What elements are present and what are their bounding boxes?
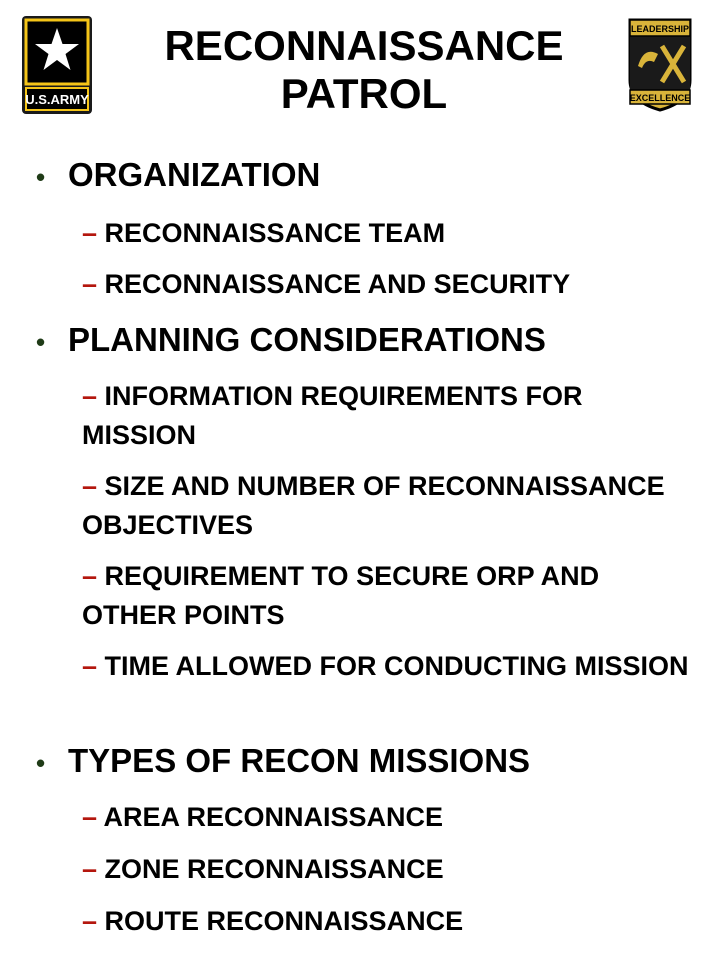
dash-icon: – [82, 218, 98, 248]
dash-icon: – [82, 381, 98, 411]
list-item [82, 798, 692, 837]
list-item-text: SIZE AND NUMBER OF RECONNAISSANCE OBJECTIVES [82, 471, 665, 540]
list-item [82, 214, 692, 253]
bullet-icon: • [36, 327, 46, 357]
list-item-text: RECONNAISSANCE AND SECURITY [104, 269, 571, 299]
list-item-text: ROUTE RECONNAISSANCE [104, 906, 464, 936]
section-heading [36, 742, 530, 782]
dash-icon: – [82, 651, 98, 681]
dash-icon: – [82, 802, 98, 832]
list-item [82, 377, 692, 455]
list-item [82, 467, 692, 545]
list-item [82, 647, 692, 686]
bullet-icon: • [36, 162, 46, 192]
dash-icon: – [82, 269, 98, 299]
section-heading-text: ORGANIZATION [68, 156, 321, 193]
section-heading-text: PLANNING CONSIDERATIONS [68, 321, 546, 358]
dash-icon: – [82, 854, 98, 884]
shield-text-bottom: EXCELLENCE [629, 93, 691, 103]
section-heading [36, 321, 546, 361]
list-item-text: REQUIREMENT TO SECURE ORP AND OTHER POINTS [82, 561, 600, 630]
dash-icon: – [82, 906, 98, 936]
list-item [82, 902, 692, 941]
list-item-text: ZONE RECONNAISSANCE [104, 854, 444, 884]
list-item-text: AREA RECONNAISSANCE [103, 802, 444, 832]
list-item [82, 557, 692, 635]
list-item [82, 265, 692, 304]
title-line-1: RECONNAISSANCE [164, 22, 564, 69]
army-logo-text: U.S.ARMY [25, 92, 89, 107]
list-item-text: TIME ALLOWED FOR CONDUCTING MISSION [104, 651, 689, 681]
shield-text-top: LEADERSHIP [630, 24, 690, 34]
section-heading [36, 156, 320, 196]
dash-icon: – [82, 561, 98, 591]
list-item [82, 850, 692, 889]
list-item-text: RECONNAISSANCE TEAM [104, 218, 446, 248]
bullet-icon: • [36, 748, 46, 778]
dash-icon: – [82, 471, 98, 501]
section-heading-text: TYPES OF RECON MISSIONS [68, 742, 531, 779]
title-line-2: PATROL [280, 70, 448, 117]
list-item-text: INFORMATION REQUIREMENTS FOR MISSION [82, 381, 583, 450]
